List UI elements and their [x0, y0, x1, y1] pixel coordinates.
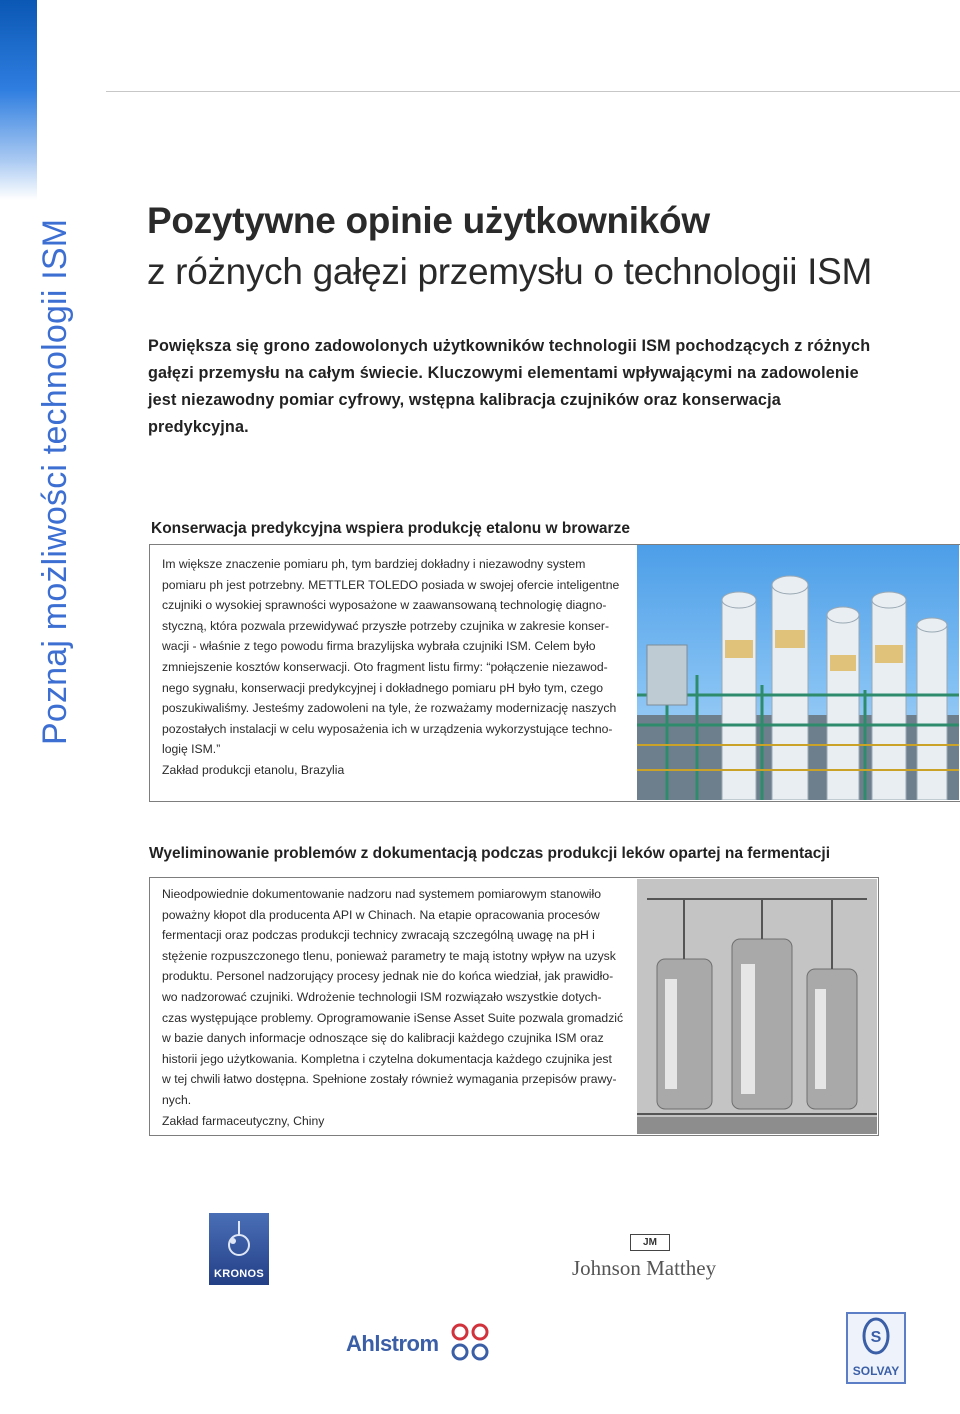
johnson-matthey-logo — [572, 1234, 732, 1284]
kronos-logo-text: KRONOS — [213, 1268, 265, 1280]
page-title: Pozytywne opinie użytkowników — [147, 200, 710, 241]
jm-mark: JM — [630, 1234, 670, 1251]
text-line: pomiaru ph jest potrzebny. METTLER TOLEDO posiada w swojej ofercie inteligentne — [162, 577, 620, 592]
text-line: poszukiwaliśmy. Jesteśmy zadowoleni na tyle, że rozważamy modernizację naszych — [162, 701, 617, 716]
section-1-title: Konserwacja predykcyjna wspiera produkcję etalonu w browarze — [151, 520, 630, 537]
intro-line: predykcyjna. — [148, 418, 249, 436]
text-line: pozostałych instalacji w celu wyposażenia ich w urządzenia wykorzystujące techno- — [162, 721, 613, 736]
intro-line: gałęzi przemysłu na całym świecie. Kluczowymi elementami wpływającymi na zadowolenie — [148, 364, 859, 382]
text-line: poważny kłopot dla producenta API w Chinach. Na etapie opracowania procesów — [162, 907, 600, 922]
section-2-box — [149, 877, 879, 1136]
text-line: Nieodpowiednie dokumentowanie nadzoru nad systemem pomiarowym stanowiło — [162, 887, 601, 901]
text-line: fermentacji oraz podczas produkcji technicy zwracają szczególną uwagę na pH i — [162, 928, 595, 943]
solvay-logo — [846, 1312, 906, 1384]
text-line: styczną, która pozwala przewidywać przyszłe potrzeby czujnika w zakresie konser- — [162, 618, 610, 633]
text-line: wo nadzorować czujniki. Wdrożenie technologii ISM rozwiązało wszystkie dotych- — [162, 989, 602, 1004]
text-line: w bazie danych informacje odnoszące się do kalibracji każdego czujnika ISM oraz — [162, 1031, 604, 1046]
text-line: logię ISM.” — [162, 742, 221, 757]
ahlstrom-logo — [346, 1320, 496, 1365]
text-line: wacji - właśnie z tego powodu firma brazylijska wybrała czujniki ISM. Celem było — [162, 639, 596, 654]
kronos-logo — [209, 1213, 269, 1285]
side-color-band — [0, 0, 37, 200]
text-line: Zakład farmaceutyczny, Chiny — [162, 1113, 325, 1128]
fermentation-lab-photo — [637, 879, 877, 1134]
text-line: historii jego użytkowania. Kompletna i czytelna dokumentacja każdego czujnika jest — [162, 1051, 612, 1066]
text-line: stężenie rozpuszczonego tlenu, ponieważ parametry te mają istotny wpływ na uzysk — [162, 948, 616, 963]
section-1-box — [149, 544, 960, 802]
johnson-matthey-text: Johnson Matthey — [572, 1256, 717, 1280]
ethanol-plant-photo — [637, 545, 959, 800]
ahlstrom-text: Ahlstrom — [346, 1331, 439, 1356]
solvay-logo-text: SOLVAY — [852, 1364, 900, 1378]
text-line: nych. — [162, 1092, 192, 1107]
intro-line: Powiększa się grono zadowolonych użytkowników technologii ISM pochodzących z różnych — [148, 337, 871, 355]
text-line: nego sygnału, konserwacji predykcyjnej i dokładnego pomiaru pH było tym, czego — [162, 680, 604, 695]
text-line: zmniejszenie kosztów konserwacji. Oto fragment listu firmy: “połączenie niezawod- — [162, 659, 608, 674]
text-line: czas występujące problemy. Oprogramowanie iSense Asset Suite pozwala gromadzić — [162, 1010, 624, 1025]
section-1-text — [162, 554, 619, 781]
page-subtitle: z różnych gałęzi przemysłu o technologii ISM — [147, 251, 873, 292]
text-line: Zakład produkcji etanolu, Brazylia — [162, 762, 345, 777]
section-2-text — [162, 884, 623, 1131]
svg-text:S: S — [870, 1329, 882, 1346]
text-line: w tej chwili łatwo dostępna. Spełnione zostały również wymagania przepisów prawy- — [162, 1072, 617, 1087]
intro-paragraph — [148, 333, 878, 441]
intro-line: jest niezawodny pomiar cyfrowy, wstępna kalibracja czujników oraz konserwacja — [148, 391, 781, 409]
text-line: produktu. Personel nadzorujący procesy jednak nie do końca wiedział, jak prawidło- — [162, 969, 614, 984]
side-vertical-title: Poznaj możliwości technologii ISM — [36, 218, 74, 745]
text-line: Im większe znaczenie pomiaru ph, tym bardziej dokładny i niezawodny system — [162, 557, 586, 571]
text-line: czujniki o wysokiej sprawności wyposażone w zaawansowaną technologię diagno- — [162, 598, 607, 613]
top-divider — [106, 91, 960, 92]
ahlstrom-emblem-icon — [446, 1320, 494, 1365]
section-2-title: Wyeliminowanie problemów z dokumentacją podczas produkcji leków opartej na fermentacji — [149, 845, 831, 862]
